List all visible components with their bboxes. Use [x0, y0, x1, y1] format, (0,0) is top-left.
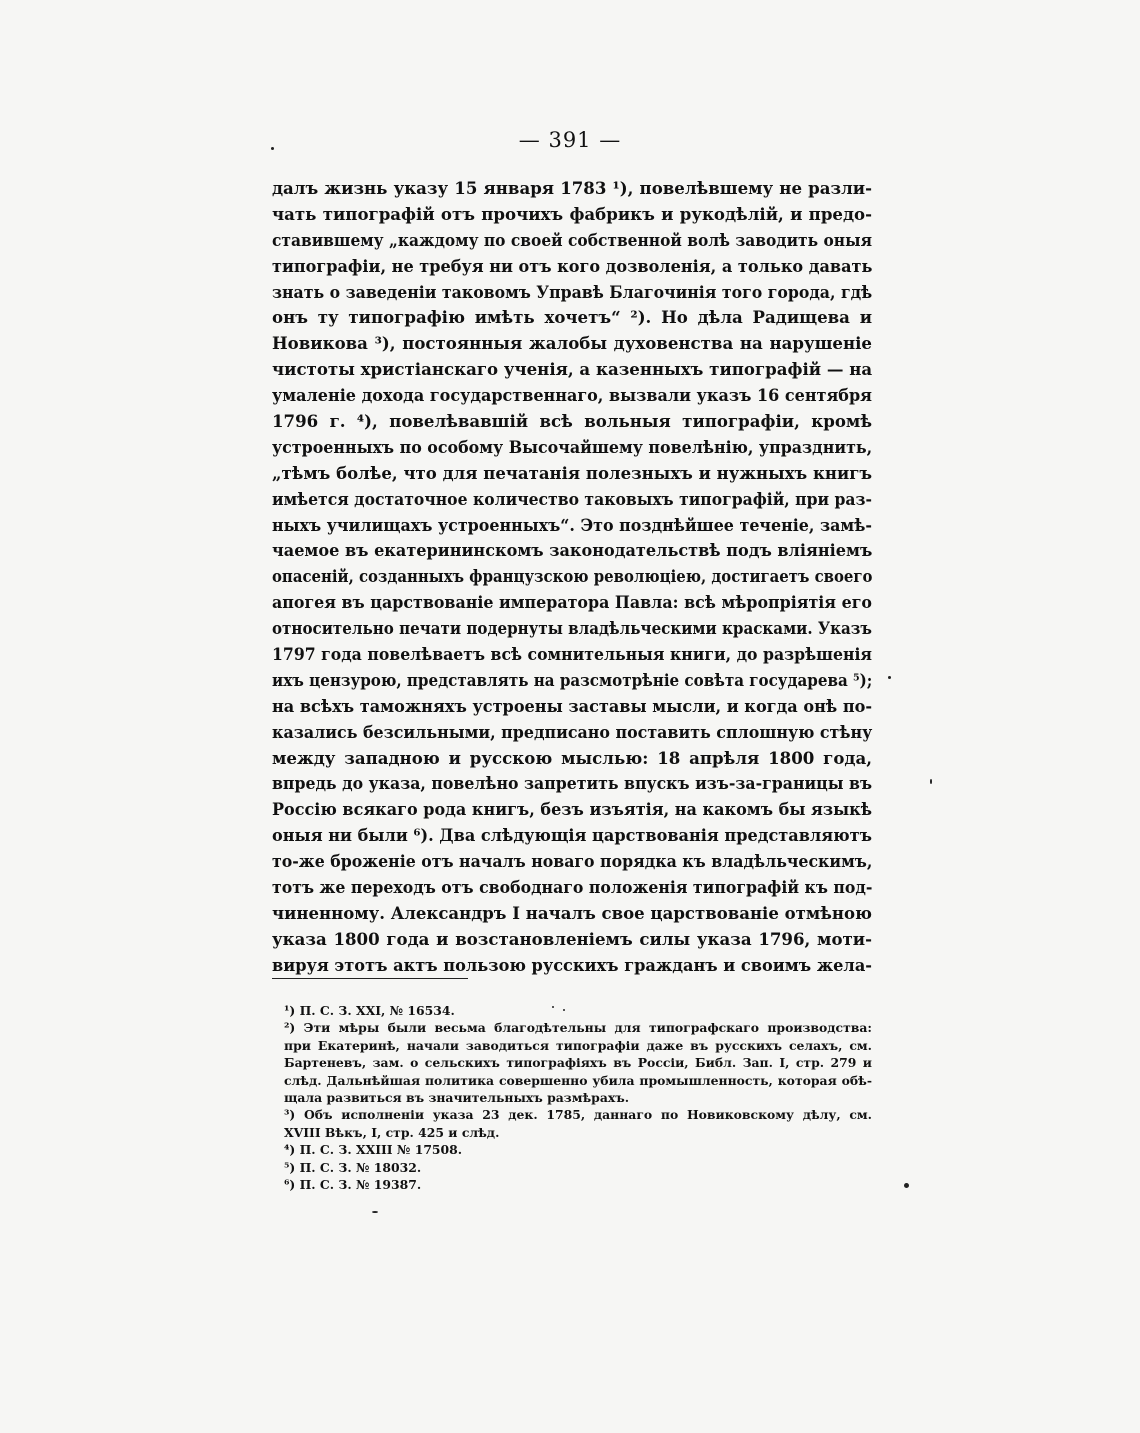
text-line: вируя этотъ актъ пользою русскихъ гражданъ и своимъ жела- [272, 954, 873, 975]
main-text-block [272, 176, 872, 979]
scan-speck [563, 1009, 565, 1011]
text-line: Россію всякаго рода книгъ, безъ изъятія, на какомъ бы языкѣ [272, 799, 873, 820]
text-line: чаемое въ екатерининскомъ законодательствѣ подъ вліяніемъ [272, 540, 873, 561]
text-line: то-же броженіе отъ началъ новаго порядка къ владѣльческимъ, [272, 851, 873, 872]
footnote-line: при Екатеринѣ, начали заводиться типографіи даже въ русскихъ селахъ, см. [284, 1037, 872, 1053]
text-line: Новикова ³), постоянныя жалобы духовенства на нарушеніе [272, 333, 872, 354]
text-line: знать о заведеніи таковомъ Управѣ Благочинія того города, гдѣ [272, 281, 873, 302]
text-line: чиненному. Александръ I началъ свое царствованіе отмѣною [272, 902, 873, 923]
text-line: типографіи, не требуя ни отъ кого дозволенія, а только давать [272, 255, 873, 276]
text-line: опасеній, созданныхъ французскою революціею, достигаетъ своего [272, 566, 873, 587]
text-line: тотъ же переходъ отъ свободнаго положенія типографій къ под- [272, 877, 873, 898]
text-line: умаленіе дохода государственнаго, вызвали указъ 16 сентября [272, 385, 872, 406]
footnote-separator [272, 978, 468, 979]
page-number: — 391 — [518, 128, 622, 152]
text-line: казались безсильными, предписано поставить сплошную стѣну [272, 721, 873, 742]
footnote-line: ¹) П. С. З. XXI, № 16534. [284, 1003, 455, 1018]
scan-speck [930, 779, 932, 784]
text-line: имѣется достаточное количество таковыхъ типографій, при раз- [272, 488, 872, 509]
text-line: чистоты христіанскаго ученія, а казенныхъ типографій — на [272, 359, 873, 380]
footnote-line: ⁵) П. С. З. № 18032. [284, 1159, 422, 1175]
text-line: „тѣмъ болѣе, что для печатанія полезныхъ и нужныхъ книгъ [272, 462, 872, 483]
footnote-line: ²) Эти мѣры были весьма благодѣтельны для типографскаго производства: [284, 1020, 872, 1036]
footnote-line: ⁶) П. С. З. № 19387. [284, 1176, 422, 1192]
text-line: онъ ту типографію имѣть хочетъ“ ²). Но дѣла Радищева и [272, 307, 872, 328]
text-line: оныя ни были ⁶). Два слѣдующія царствованія представляютъ [272, 825, 873, 846]
footnote-line: ⁴) П. С. З. XXIII № 17508. [284, 1142, 463, 1158]
footnote-line: ³) Объ исполненіи указа 23 дек. 1785, даннаго по Новиковскому дѣлу, см. [284, 1107, 872, 1123]
footnote-line: XVIII Вѣкъ, I, стр. 425 и слѣд. [284, 1124, 500, 1140]
text-line: далъ жизнь указу 15 января 1783 ¹), повелѣвшему не разли- [272, 178, 872, 198]
text-line: относительно печати подернуты владѣльческими красками. Указъ [272, 618, 873, 639]
text-line: впредь до указа, повелѣно запретить впускъ изъ-за-границы въ [272, 773, 873, 794]
footnote-line: щала развиться въ значительныхъ размѣрахъ. [284, 1089, 630, 1105]
text-line: апогея въ царствованіе императора Павла: всѣ мѣропріятія его [272, 592, 872, 613]
text-line: ставившему „каждому по своей собственной волѣ заводить оныя [272, 229, 872, 250]
text-line: между западною и русскою мыслью: 18 апрѣля 1800 года, [272, 747, 872, 768]
text-line: устроенныхъ по особому Высочайшему повелѣнію, упразднить, [272, 436, 873, 457]
scan-speck [552, 1006, 554, 1008]
text-line: 1797 года повелѣваетъ всѣ сомнительныя книги, до разрѣшенія [272, 644, 873, 665]
text-line: 1796 г. ⁴), повелѣвавшій всѣ вольныя типографіи, кромѣ [272, 411, 872, 432]
scan-speck [271, 147, 274, 150]
scan-speck [372, 1211, 378, 1213]
text-line: указа 1800 года и возстановленіемъ силы указа 1796, моти- [272, 928, 872, 949]
scan-speck [904, 1183, 909, 1188]
text-line: чать типографій отъ прочихъ фабрикъ и рукодѣлій, и предо- [272, 203, 872, 224]
text-line: ныхъ училищахъ устроенныхъ“. Это позднѣйшее теченіе, замѣ- [272, 514, 872, 535]
footnotes-block [284, 1002, 872, 1193]
footnote-line: Бартеневъ, зам. о сельскихъ типографіяхъ въ Россіи, Библ. Зап. I, стр. 279 и [284, 1055, 872, 1071]
text-line: ихъ цензурою, представлять на разсмотрѣніе совѣта государева ⁵); [272, 669, 873, 690]
footnote-line: слѣд. Дальнѣйшая политика совершенно убила промышленность, которая обѣ- [284, 1072, 872, 1088]
scan-speck [888, 676, 891, 679]
text-line: на всѣхъ таможняхъ устроены заставы мысли, и когда онѣ по- [272, 695, 873, 716]
